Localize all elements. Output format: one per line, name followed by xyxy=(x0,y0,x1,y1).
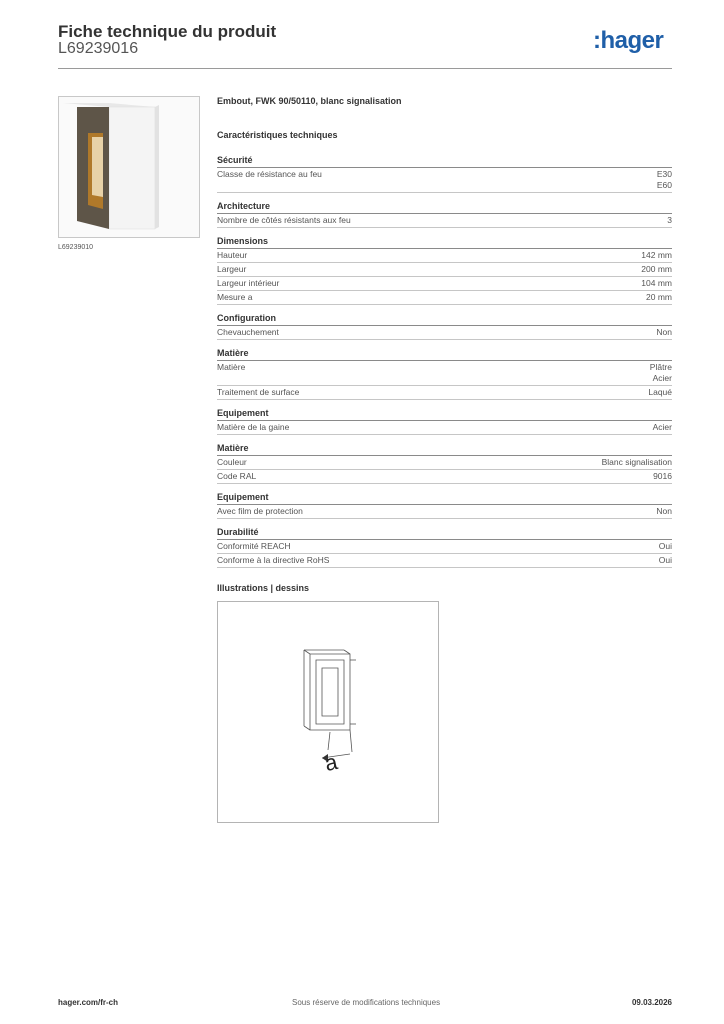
spec-column xyxy=(217,96,672,823)
spec-label: Conforme à la directive RoHS xyxy=(217,555,330,565)
spec-row xyxy=(217,554,672,568)
spec-group xyxy=(217,492,672,519)
spec-group-title: Matière xyxy=(217,443,672,456)
spec-row xyxy=(217,277,672,291)
footer-notice: Sous réserve de modifications techniques xyxy=(292,998,441,1007)
spec-group xyxy=(217,201,672,228)
spec-value xyxy=(653,471,672,482)
spec-label: Hauteur xyxy=(217,250,248,260)
product-code: L69239016 xyxy=(58,40,139,57)
spec-value-line: Blanc signalisation xyxy=(601,457,672,467)
spec-row xyxy=(217,263,672,277)
spec-value xyxy=(650,362,672,384)
spec-row xyxy=(217,326,672,340)
spec-value xyxy=(667,215,672,226)
spec-group-title: Configuration xyxy=(217,313,672,326)
spec-value-line: 142 mm xyxy=(641,250,672,260)
footer-website[interactable]: hager.com/fr-ch xyxy=(58,998,119,1007)
spec-label: Chevauchement xyxy=(217,327,279,337)
spec-row xyxy=(217,291,672,305)
spec-groups xyxy=(217,155,672,568)
spec-value-line: Oui xyxy=(658,541,672,551)
illustrations-heading: Illustrations | dessins xyxy=(217,583,310,593)
dimension-label: a xyxy=(322,749,340,777)
spec-value xyxy=(641,264,672,275)
spec-value-line: 3 xyxy=(667,215,672,225)
spec-row xyxy=(217,386,672,400)
spec-row xyxy=(217,456,672,470)
spec-value xyxy=(659,555,672,566)
spec-value xyxy=(659,541,672,552)
footer-date: 09.03.2026 xyxy=(631,998,672,1007)
spec-value xyxy=(657,169,672,191)
spec-group xyxy=(217,313,672,340)
spec-label: Matière de la gaine xyxy=(217,422,290,432)
spec-group xyxy=(217,408,672,435)
spec-value-line: Acier xyxy=(652,422,672,432)
spec-value xyxy=(646,292,672,303)
hager-logo: :hager xyxy=(593,27,664,54)
spec-label: Classe de résistance au feu xyxy=(217,169,322,179)
spec-label: Traitement de surface xyxy=(217,387,300,397)
spec-group xyxy=(217,443,672,484)
spec-value-line: 104 mm xyxy=(641,278,672,288)
spec-value-line: Laqué xyxy=(648,387,672,397)
spec-label: Nombre de côtés résistants aux feu xyxy=(217,215,351,225)
spec-group-title: Architecture xyxy=(217,201,672,214)
spec-group xyxy=(217,348,672,400)
tech-heading: Caractéristiques techniques xyxy=(217,130,338,140)
spec-value-line: Oui xyxy=(658,555,672,565)
technical-drawing xyxy=(217,601,439,823)
spec-value xyxy=(641,250,672,261)
spec-group-title: Sécurité xyxy=(217,155,672,168)
spec-value-line: E30 xyxy=(656,169,672,179)
spec-value-line: Non xyxy=(656,327,672,337)
product-name: Embout, FWK 90/50110, blanc signalisation xyxy=(217,96,402,106)
spec-label: Avec film de protection xyxy=(217,506,303,516)
spec-value-line: E60 xyxy=(656,180,672,190)
spec-group-title: Equipement xyxy=(217,492,672,505)
spec-group-title: Equipement xyxy=(217,408,672,421)
spec-label: Conformité REACH xyxy=(217,541,291,551)
spec-value-line: 9016 xyxy=(653,471,672,481)
spec-label: Mesure a xyxy=(217,292,253,302)
spec-row xyxy=(217,421,672,435)
spec-label: Largeur xyxy=(217,264,247,274)
spec-group-title: Matière xyxy=(217,348,672,361)
spec-row xyxy=(217,361,672,386)
spec-label: Couleur xyxy=(217,457,247,467)
spec-label: Largeur intérieur xyxy=(217,278,280,288)
spec-value xyxy=(602,457,672,468)
spec-value xyxy=(653,422,672,433)
spec-row xyxy=(217,470,672,484)
spec-value xyxy=(656,327,672,338)
spec-value-line: Plâtre xyxy=(649,362,672,372)
spec-value xyxy=(656,506,672,517)
spec-value xyxy=(641,278,672,289)
spec-value-line: 20 mm xyxy=(646,292,672,302)
page-title: Fiche technique du produit xyxy=(58,22,277,41)
spec-row xyxy=(217,505,672,519)
product-photo xyxy=(58,96,200,238)
spec-value xyxy=(648,387,672,398)
spec-value-line: Non xyxy=(656,506,672,516)
spec-value-line: Acier xyxy=(652,373,672,383)
spec-row xyxy=(217,249,672,263)
spec-row xyxy=(217,168,672,193)
spec-group-title: Durabilité xyxy=(217,527,672,540)
spec-group-title: Dimensions xyxy=(217,236,672,249)
spec-group xyxy=(217,527,672,568)
spec-label: Code RAL xyxy=(217,471,257,481)
spec-value-line: 200 mm xyxy=(641,264,672,274)
spec-group xyxy=(217,155,672,193)
spec-row xyxy=(217,214,672,228)
spec-row xyxy=(217,540,672,554)
spec-group xyxy=(217,236,672,305)
photo-caption: L69239010 xyxy=(58,244,94,251)
spec-label: Matière xyxy=(217,362,246,372)
header-divider xyxy=(58,68,672,69)
